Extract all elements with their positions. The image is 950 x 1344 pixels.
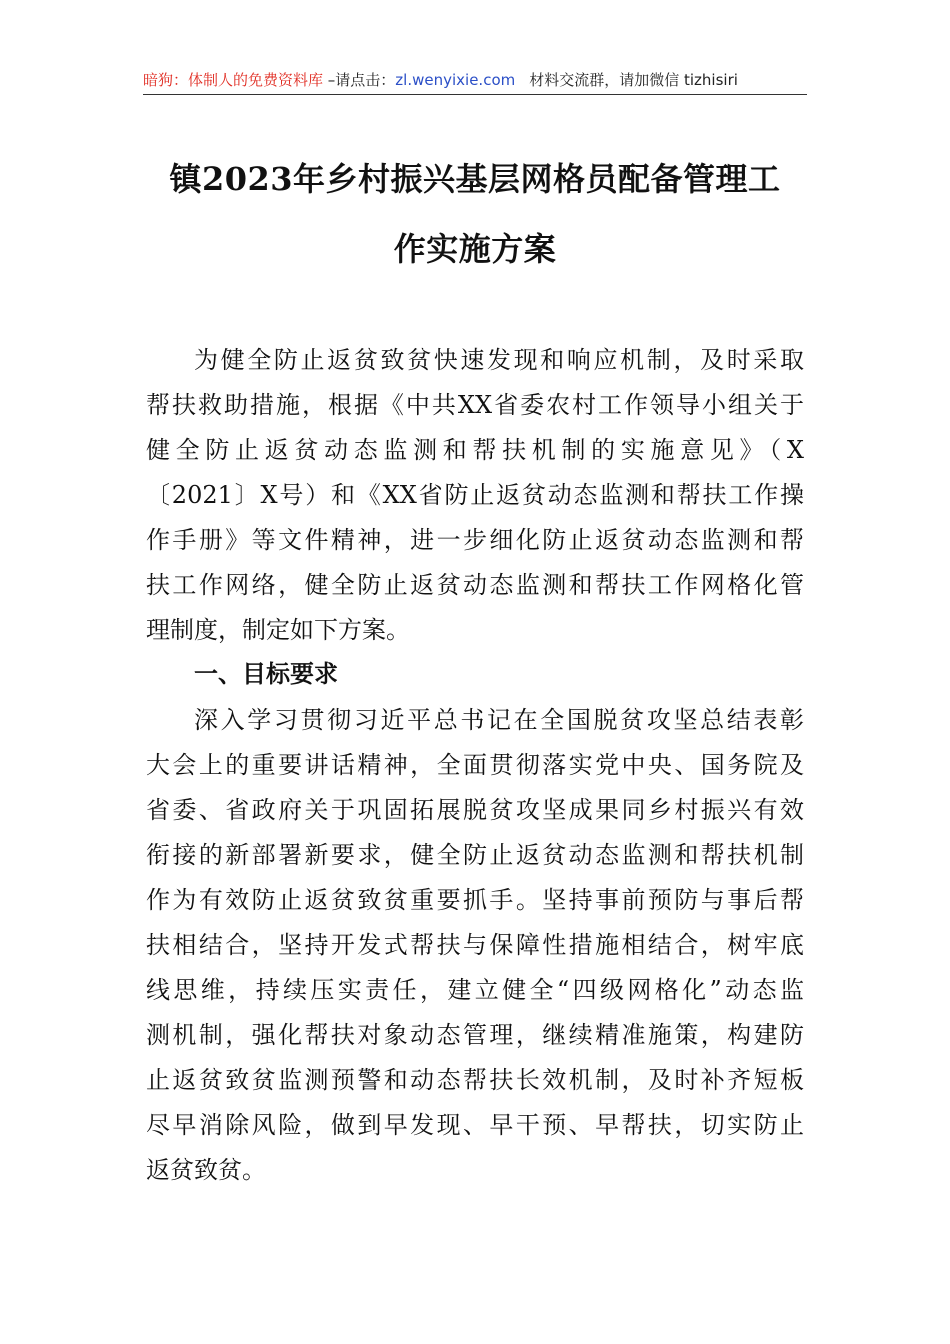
- source-link[interactable]: zl.wenyixie.com: [395, 71, 516, 89]
- section-heading: 一、目标要求: [194, 660, 338, 688]
- intro-line: 帮扶救助措施，根据《中共XX省委农村工作领导小组关于: [146, 391, 804, 419]
- page-header: [143, 66, 807, 94]
- intro-line: 扶工作网络，健全防止返贫动态监测和帮扶工作网格化管: [146, 571, 804, 599]
- section-line: 止返贫致贫监测预警和动态帮扶长效机制，及时补齐短板: [146, 1066, 804, 1094]
- section-line: 尽早消除风险，做到早发现、早干预、早帮扶，切实防止: [146, 1111, 804, 1139]
- intro-line: 理制度，制定如下方案。: [146, 616, 410, 644]
- intro-line: 作手册》等文件精神，进一步细化防止返贫动态监测和帮: [146, 526, 804, 554]
- section-line: 深入学习贯彻习近平总书记在全国脱贫攻坚总结表彰: [194, 706, 804, 734]
- source-label: 暗狗：体制人的免费资料库: [143, 71, 324, 89]
- section-line: 扶相结合，坚持开发式帮扶与保障性措施相结合，树牢底: [146, 931, 804, 959]
- intro-line: 健全防止返贫动态监测和帮扶机制的实施意见》（X: [146, 436, 804, 464]
- section-line: 省委、省政府关于巩固拓展脱贫攻坚成果同乡村振兴有效: [146, 796, 804, 824]
- section-line: 返贫致贫。: [146, 1156, 266, 1184]
- section-line: 测机制，强化帮扶对象动态管理，继续精准施策，构建防: [146, 1021, 804, 1049]
- intro-line: 〔2021〕X号）和《XX省防止返贫动态监测和帮扶工作操: [146, 481, 804, 509]
- section-line: 衔接的新部署新要求，健全防止返贫动态监测和帮扶机制: [146, 841, 804, 869]
- document-title-line-2: 作实施方案: [393, 230, 557, 268]
- intro-line: 为健全防止返贫致贫快速发现和响应机制，及时采取: [194, 346, 804, 374]
- click-prefix: –请点击：: [323, 71, 396, 89]
- group-note: 材料交流群，请加微信 tizhisiri: [529, 71, 738, 89]
- section-line: 大会上的重要讲话精神，全面贯彻落实党中央、国务院及: [146, 751, 804, 779]
- section-line: 线思维，持续压实责任，建立健全“四级网格化”动态监: [146, 976, 804, 1004]
- section-line: 作为有效防止返贫致贫重要抓手。坚持事前预防与事后帮: [146, 886, 804, 914]
- header-divider: [143, 94, 807, 95]
- document-title-line-1: 镇2023年乡村振兴基层网格员配备管理工: [169, 160, 781, 198]
